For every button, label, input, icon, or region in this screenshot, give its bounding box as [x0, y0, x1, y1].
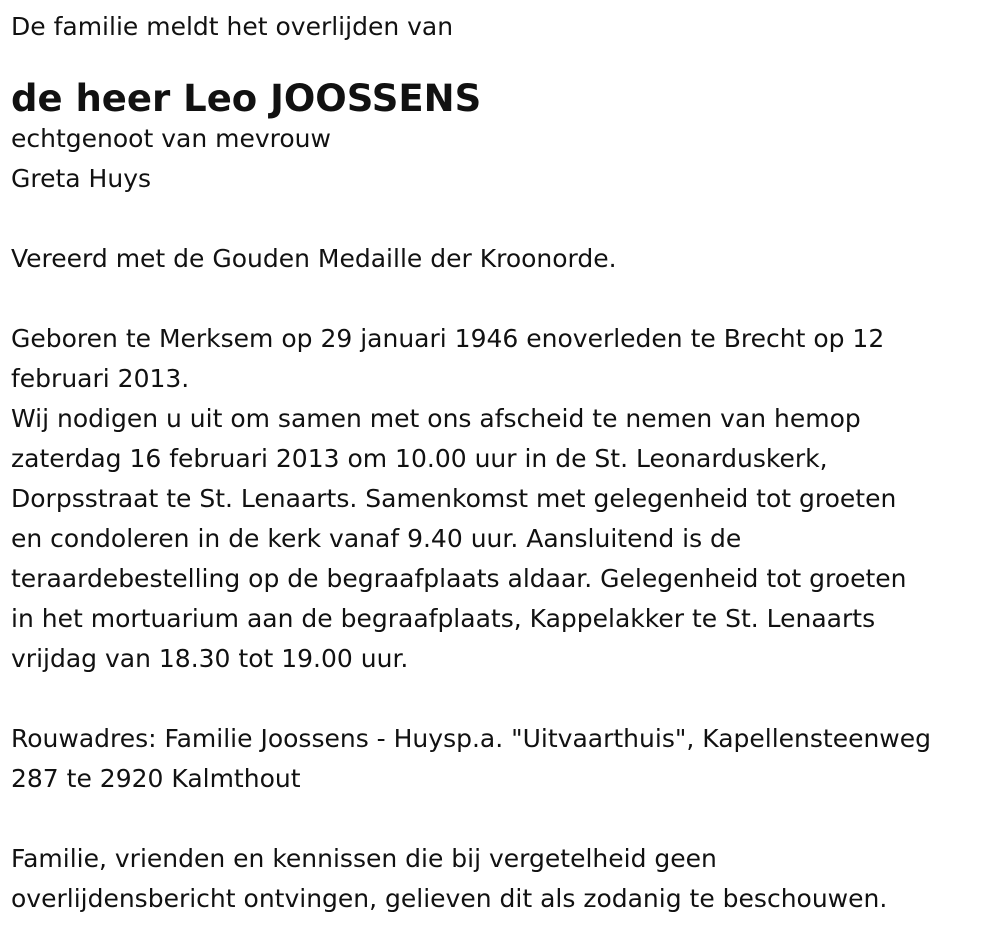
birth-death-line-1: Geboren te Merksem op 29 januari 1946 enoverleden te Brecht op 12 [11, 324, 885, 353]
spacer [11, 679, 991, 719]
spacer [11, 47, 991, 75]
address-line: Rouwadres: Familie Joossens - Huysp.a. "Uitvaarthuis", Kapellensteenweg [11, 724, 932, 753]
spacer [11, 279, 991, 319]
death-notice [11, 0, 991, 919]
ceremony-line: vrijdag van 18.30 tot 19.00 uur. [11, 644, 409, 673]
closing-line: Familie, vrienden en kennissen die bij vergetelheid geen [11, 844, 717, 873]
intro-text: De familie meldt het overlijden van [11, 12, 454, 41]
spouse-line-1: echtgenoot van mevrouw [11, 124, 331, 153]
ceremony-line: zaterdag 16 februari 2013 om 10.00 uur in de St. Leonarduskerk, [11, 444, 828, 473]
spacer [11, 199, 991, 239]
birth-death-line-2: februari 2013. [11, 364, 190, 393]
spacer [11, 799, 991, 839]
spouse-line-2: Greta Huys [11, 164, 152, 193]
ceremony-line: teraardebestelling op de begraafplaats aldaar. Gelegenheid tot groeten [11, 564, 907, 593]
ceremony-line: in het mortuarium aan de begraafplaats, Kappelakker te St. Lenaarts [11, 604, 876, 633]
address-line: 287 te 2920 Kalmthout [11, 764, 301, 793]
deceased-name: de heer Leo JOOSSENS [11, 77, 482, 120]
ceremony-line: Wij nodigen u uit om samen met ons afscheid te nemen van hemop [11, 404, 861, 433]
closing-line: overlijdensbericht ontvingen, gelieven dit als zodanig te beschouwen. [11, 884, 888, 913]
ceremony-line: en condoleren in de kerk vanaf 9.40 uur. Aansluitend is de [11, 524, 742, 553]
honor-text: Vereerd met de Gouden Medaille der Kroonorde. [11, 244, 617, 273]
ceremony-line: Dorpsstraat te St. Lenaarts. Samenkomst met gelegenheid tot groeten [11, 484, 897, 513]
